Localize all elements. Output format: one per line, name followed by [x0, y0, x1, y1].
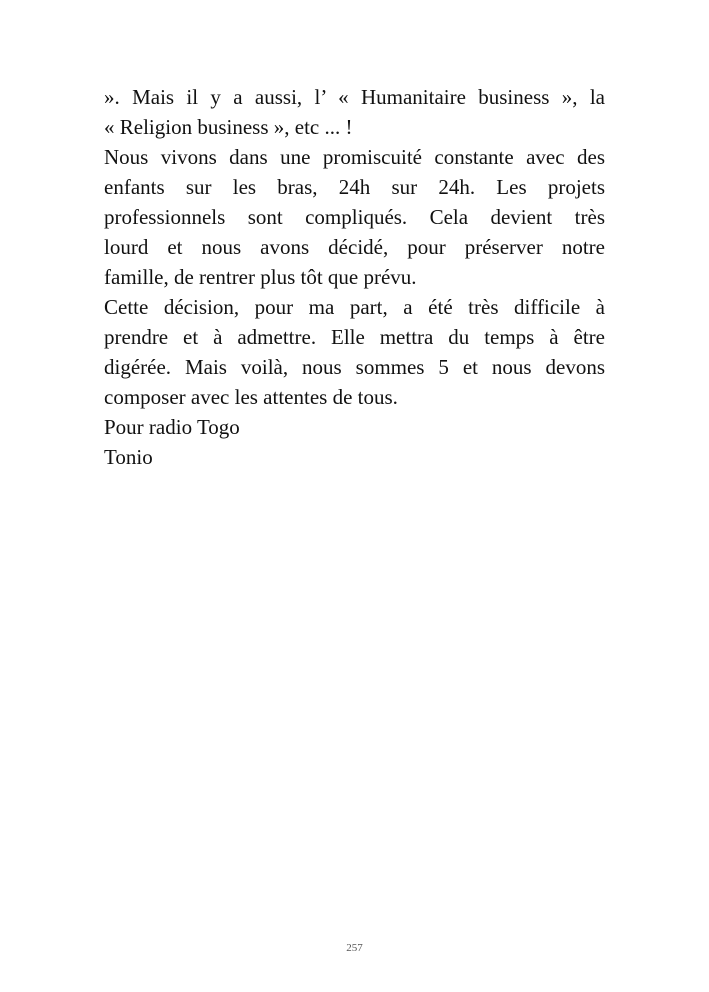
text-line: Tonio [104, 445, 153, 469]
signature-context [104, 412, 605, 442]
paragraph-decision [104, 292, 605, 412]
page-body [104, 82, 605, 472]
text-line: digérée. Mais voilà, nous sommes 5 et nous devons [104, 355, 605, 379]
text-line: Pour radio Togo [104, 415, 240, 439]
text-line: prendre et à admettre. Elle mettra du temps à être [104, 325, 605, 349]
text-line: ». Mais il y a aussi, l’ « Humanitaire business », la [104, 85, 605, 109]
paragraph-promiscuity [104, 142, 605, 292]
text-line: Nous vivons dans une promiscuité constante avec des [104, 145, 605, 169]
text-line: famille, de rentrer plus tôt que prévu. [104, 265, 417, 289]
page-number: 257 [346, 942, 363, 954]
signature-name [104, 442, 605, 472]
text-line: lourd et nous avons décidé, pour préserver notre [104, 235, 605, 259]
text-line: composer avec les attentes de tous. [104, 385, 398, 409]
text-line: professionnels sont compliqués. Cela devient très [104, 205, 605, 229]
text-line: Cette décision, pour ma part, a été très difficile à [104, 295, 605, 319]
text-line: enfants sur les bras, 24h sur 24h. Les projets [104, 175, 605, 199]
text-line: « Religion business », etc ... ! [104, 115, 353, 139]
paragraph-business [104, 82, 605, 142]
